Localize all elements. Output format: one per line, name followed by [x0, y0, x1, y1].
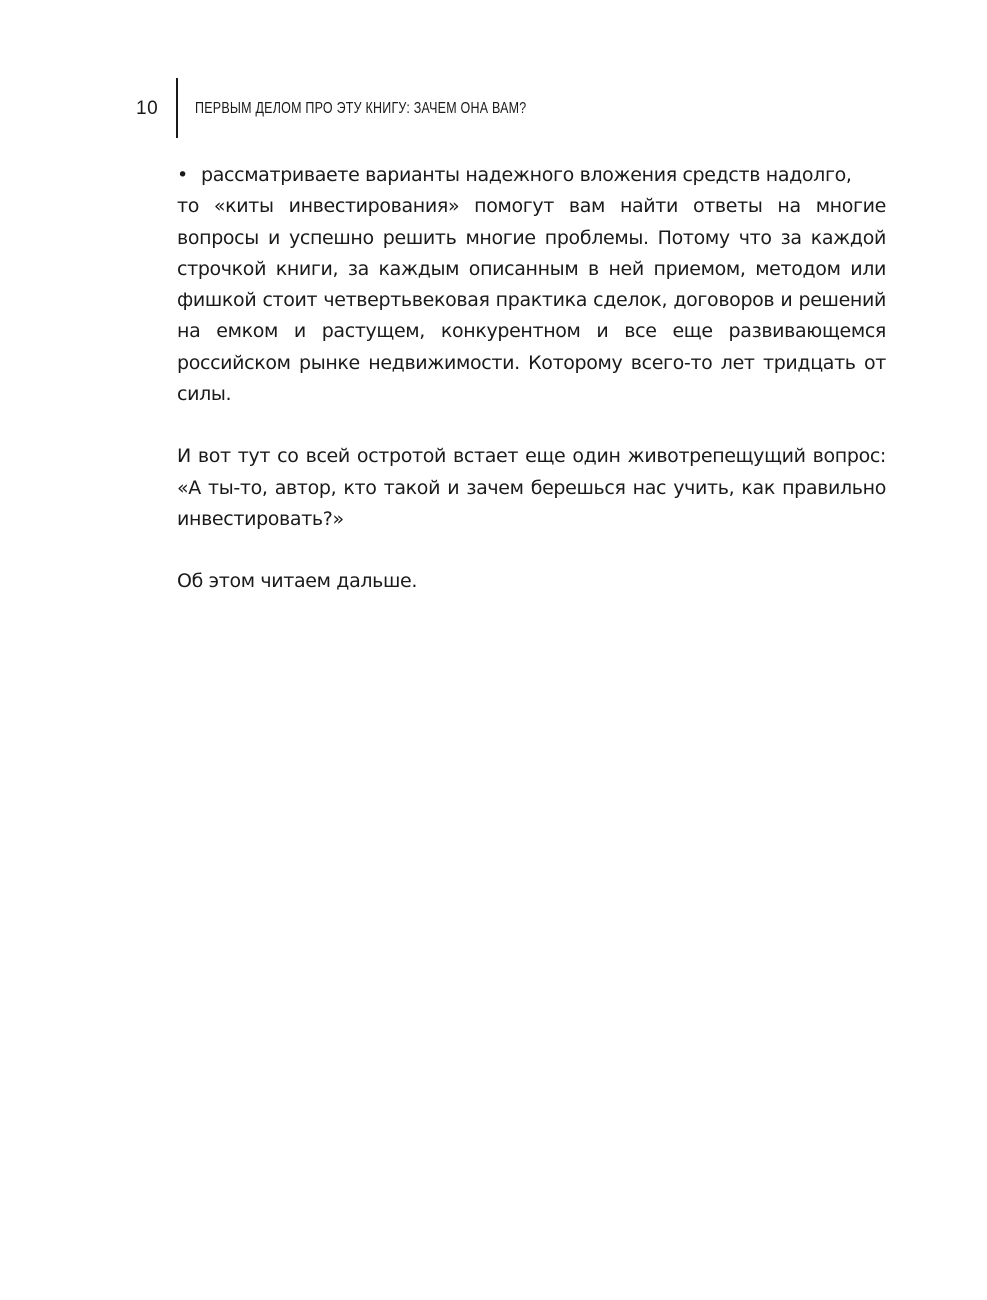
paragraph-spacer — [177, 535, 886, 566]
paragraph-2: И вот тут со всей остротой встает еще один животрепещущий вопрос: «А ты-то, автор, кто такой и зачем берешься нас учить, как правильно инвестировать?» — [177, 445, 886, 530]
paragraph-3: Об этом читаем дальше. — [177, 570, 418, 593]
paragraph-spacer — [177, 410, 886, 441]
running-header — [0, 78, 987, 138]
body-text — [177, 160, 886, 598]
header-divider — [176, 78, 178, 138]
bullet-text: рассматриваете варианты надежного вложения средств надолго, — [201, 164, 852, 186]
bullet-icon: • — [177, 164, 188, 186]
paragraph-1: то «киты инвестирования» помогут вам найти ответы на многие вопросы и успешно решить многие проблемы. Потому что за каждой строчкой книги, за каждым описанным в ней приемом, методом или фишкой стоит четвертьвековая практика сделок, договоров и решений на емком и растущем, конкурентном и все еще развивающемся российском рынке недвижимости. Которому всего-то лет тридцать от силы. — [177, 195, 886, 406]
bullet-item — [177, 160, 886, 191]
page-number: 10 — [136, 98, 159, 119]
chapter-title: ПЕРВЫМ ДЕЛОМ ПРО ЭТУ КНИГУ: ЗАЧЕМ ОНА ВАМ? — [195, 100, 527, 117]
